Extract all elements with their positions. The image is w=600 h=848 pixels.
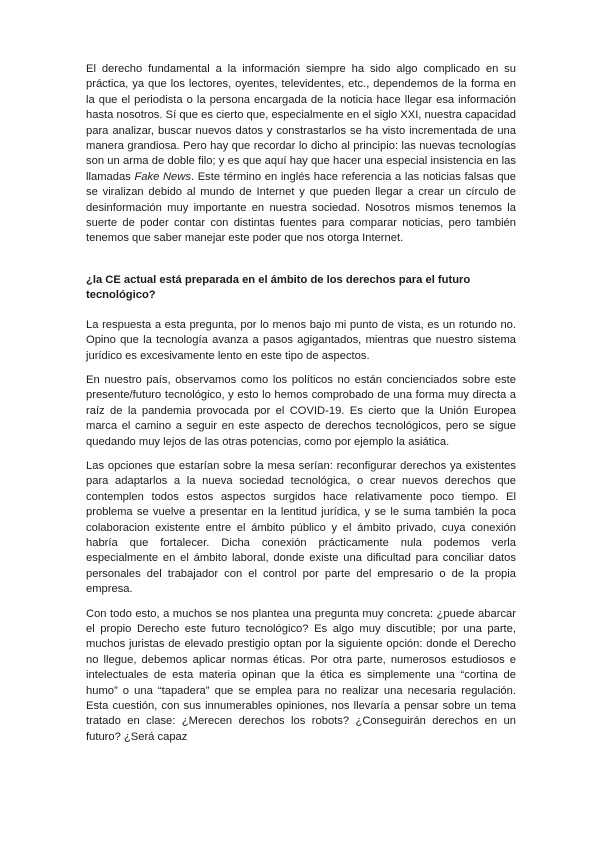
body-paragraph-3: Las opciones que estarían sobre la mesa serían: reconfigurar derechos ya existentes para adaptarlos a la nueva sociedad tecnológica, o crear nuevos derechos que contemplen todos estos aspectos surgidos hace relativamente poco tiempo. El problema se vuelve a presentar en la lentitud jurídica, y se le suma también la poca colaboracion existente entre el ámbito público y el ámbito privado, cuya conexión habría que fortalecer. Dicha conexión prácticamente nula podemos verla especialmente en el ámbito laboral, donde existe una dificultad para conciliar datos personales del trabajador con el control por parte del empresario o de la propia empresa. — [86, 459, 516, 596]
intro-emphasis: Fake News — [134, 170, 191, 183]
intro-text-after: . Este término en inglés hace referencia a las noticias falsas que se viralizan debido al mundo de Internet y que pueden llegar a crear un círculo de desinformación muy importante en nuestra sociedad. Nosotros mismos tenemos la suerte de poder contar con distintas fuentes para comparar noticias, pero también tenemos que saber manejar este poder que nos otorga Internet. — [86, 170, 516, 245]
intro-text-before: El derecho fundamental a la información siempre ha sido algo complicado en su práctica, ya que los lectores, oyentes, televidentes, etc., dependemos de la forma en la que el periodista o la persona encargada de la noticia hace llegar esa información hasta nosotros. Sí que es cierto que, especialmente en el siglo XXI, nuestra capacidad para analizar, buscar nuevos datos y constrastarlos se ha visto incrementada de una manera grandiosa. Pero hay que recordar lo dicho al principio: las nuevas tecnologías son un arma de doble filo; y es que aquí hay que hacer una especial insistencia en las llamadas — [86, 63, 516, 183]
document-body — [86, 62, 516, 754]
body-paragraph-4: Con todo esto, a muchos se nos plantea una pregunta muy concreta: ¿puede abarcar el propio Derecho este futuro tecnológico? Es algo muy discutible; por una parte, muchos juristas de elevado prestigio optan por la siguiente opción: donde el Derecho no llegue, debemos aplicar normas éticas. Por otra parte, numerosos estudiosos e intelectuales de esta materia opinan que la ética es simplemente una “cortina de humo” o una “tapadera” que se emplea para no realizar una necesaria regulación. Esta cuestión, con sus innumerables opiniones, nos llevaría a pensar sobre un tema tratado en clase: ¿Merecen derechos los robots? ¿Conseguirán derechos en un futuro? ¿Será capaz — [86, 607, 516, 743]
intro-paragraph — [86, 62, 516, 247]
body-paragraph-1: La respuesta a esta pregunta, por lo menos bajo mi punto de vista, es un rotundo no. Opino que la tecnología avanza a pasos agigantados, mientras que nuestro sistema jurídico es excesivamente lento en este tipo de aspectos. — [86, 318, 516, 362]
body-paragraph-2: En nuestro país, observamos como los políticos no están concienciados sobre este presente/futuro tecnológico, y esto lo hemos comprobado de una forma muy directa a raíz de la pandemia provocada por el COVID-19. Es cierto que la Unión Europea marca el camino a seguir en este aspecto de derechos tecnológicos, pero se sigue quedando muy lejos de las otras potencias, como por ejemplo la asiática. — [86, 373, 516, 448]
section-heading: ¿la CE actual está preparada en el ámbito de los derechos para el futuro tecnológico? — [86, 273, 471, 302]
